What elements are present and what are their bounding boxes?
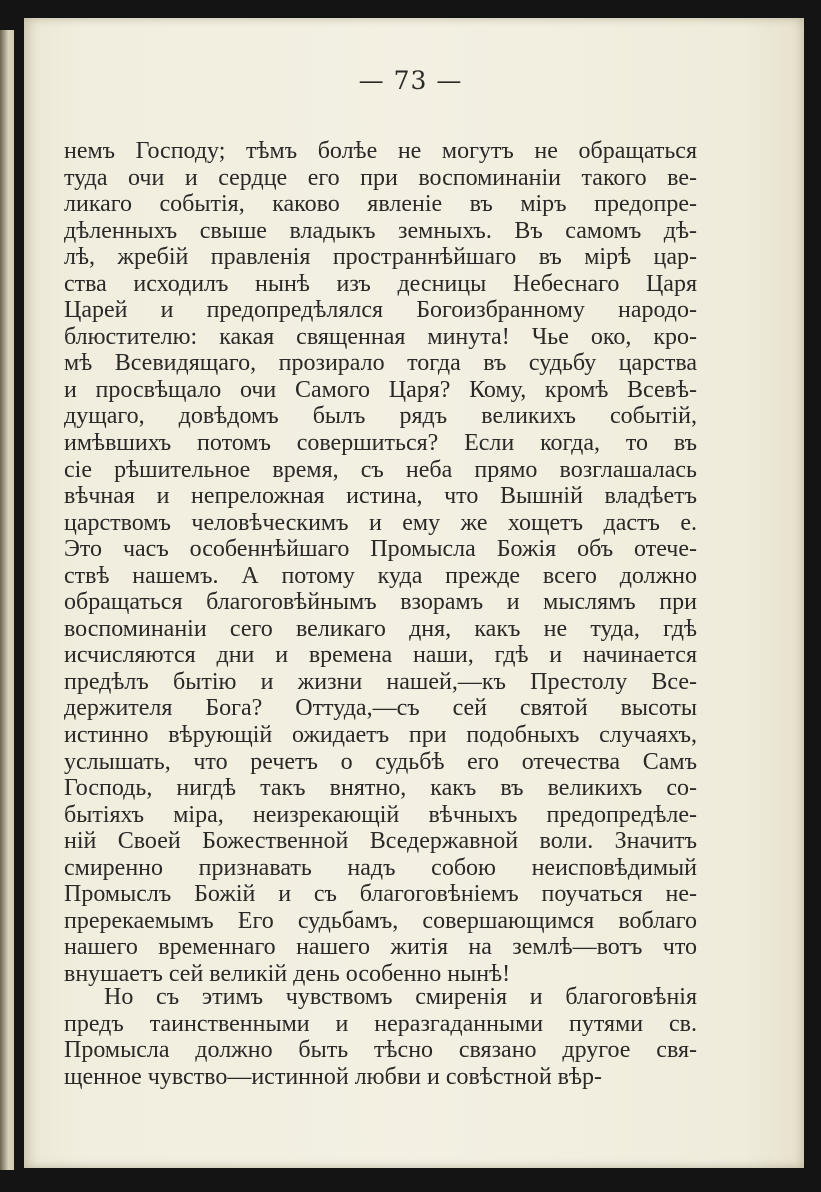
text-line: ликаго событія, каково явленіе въ міръ предопре-: [64, 191, 697, 218]
text-line: мѣ Всевидящаго, прозирало тогда въ судьбу царства: [64, 350, 697, 377]
text-line: Промыслъ Божій и съ благоговѣніемъ поучаться не-: [64, 881, 697, 908]
text-line: Промысла должно быть тѣсно связано другое свя-: [64, 1037, 697, 1064]
text-line: истинно вѣрующій ожидаетъ при подобныхъ случаяхъ,: [64, 722, 697, 749]
text-line: щенное чувство—истинной любви и совѣстной вѣр-: [64, 1063, 603, 1090]
text-line: блюстителю: какая священная минута! Чье око, кро-: [64, 323, 697, 350]
text-line: Господь, нигдѣ такъ внятно, какъ въ великихъ со-: [64, 775, 697, 802]
text-line: бытіяхъ міра, неизрекающій вѣчныхъ предопредѣле-: [64, 801, 697, 828]
text-line: держителя Бога? Оттуда,—съ сей святой высоты: [64, 695, 697, 722]
text-line: пререкаемымъ Его судьбамъ, совершающимся воблаго: [64, 907, 697, 934]
text-line: немъ Господу; тѣмъ болѣе не могутъ не обращаться: [64, 138, 697, 164]
text-line: внушаетъ сей великій день особенно нынѣ!: [64, 960, 511, 987]
text-line: предѣлъ бытію и жизни нашей,—къ Престолу Все-: [64, 668, 697, 695]
text-line: Это часъ особеннѣйшаго Промысла Божія объ отече-: [64, 536, 697, 563]
text-line: предъ таинственными и неразгаданными путями св.: [64, 1010, 697, 1037]
paragraph-2: [64, 984, 697, 1090]
text-line: имѣвшихъ потомъ совершиться? Если когда, то въ: [64, 430, 697, 457]
text-line: лѣ, жребій правленія пространнѣйшаго въ мірѣ цар-: [64, 244, 697, 271]
text-line: обращаться благоговѣйнымъ взорамъ и мыслямъ при: [64, 589, 697, 616]
text-line: ствѣ нашемъ. А потому куда прежде всего должно: [64, 562, 697, 589]
facing-page-edge: [0, 30, 14, 1170]
text-line: исчисляются дни и времена наши, гдѣ и начинается: [64, 642, 697, 669]
page-number: — 73 —: [358, 66, 463, 95]
text-line: туда очи и сердце его при воспоминаніи такого ве-: [64, 164, 697, 191]
text-line: ній Своей Божественной Вседержавной воли. Значитъ: [64, 828, 697, 855]
text-line: дущаго, довѣдомъ былъ рядъ великихъ событій,: [64, 403, 697, 430]
text-line: ства исходилъ нынѣ изъ десницы Небеснаго Царя: [64, 270, 697, 297]
text-line: сіе рѣшительное время, съ неба прямо возглашалась: [64, 456, 697, 483]
text-line: дѣленныхъ свыше владыкъ земныхъ. Въ самомъ дѣ-: [64, 217, 697, 244]
text-line: царствомъ человѣческимъ и ему же хощетъ дастъ е.: [64, 509, 697, 536]
text-line: нашего временнаго нашего житія на землѣ—вотъ что: [64, 934, 697, 961]
text-line: услышать, что речетъ о судьбѣ его отечества Самъ: [64, 748, 697, 775]
text-line: смиренно признавать надъ собою неисповѣдимый: [64, 854, 697, 881]
text-line: и просвѣщало очи Самого Царя? Кому, кромѣ Всевѣ-: [64, 376, 697, 403]
paragraph-1: [64, 138, 697, 988]
text-line: воспоминаніи сего великаго дня, какъ не туда, гдѣ: [64, 615, 697, 642]
text-line: Царей и предопредѣлялся Богоизбранному народо-: [64, 297, 697, 324]
text-line: вѣчная и непреложная истина, что Вышній владѣетъ: [64, 483, 697, 510]
text-line: Но съ этимъ чувствомъ смиренія и благоговѣнія: [104, 984, 697, 1010]
